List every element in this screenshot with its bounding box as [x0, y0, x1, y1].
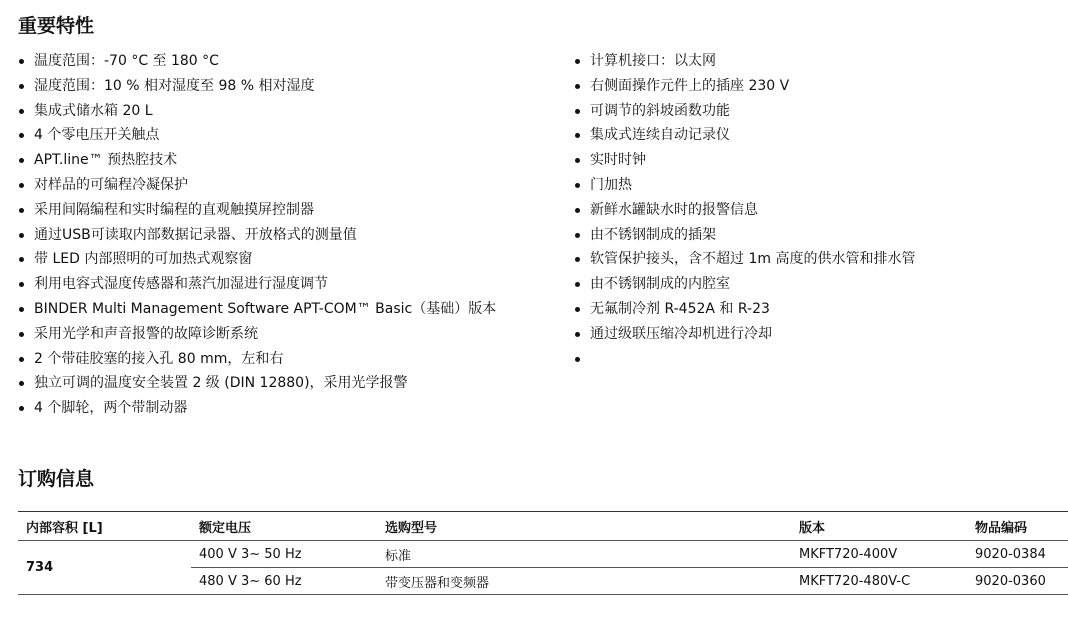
- table-row: [18, 541, 1068, 568]
- feature-item: 软管保护接头，含不超过 1m 高度的供水管和排水管: [574, 247, 1064, 272]
- header-volume: 内部容积 [L]: [18, 512, 191, 541]
- cell-volume: 734: [18, 541, 191, 595]
- ordering-heading: 订购信息: [18, 468, 95, 490]
- features-list-right: [574, 49, 1064, 371]
- feature-item: 集成式储水箱 20 L: [18, 99, 568, 124]
- feature-item: 2 个带硅胶塞的接入孔 80 mm，左和右: [18, 347, 568, 372]
- feature-item: 实时时钟: [574, 148, 1064, 173]
- feature-item: 由不锈钢制成的内腔室: [574, 272, 1064, 297]
- feature-item: 无氟制冷剂 R-452A 和 R-23: [574, 297, 1064, 322]
- feature-item: 对样品的可编程冷凝保护: [18, 173, 568, 198]
- cell-voltage: 400 V 3~ 50 Hz: [191, 541, 377, 568]
- feature-item: 通过级联压缩冷却机进行冷却: [574, 322, 1064, 347]
- feature-item: 采用光学和声音报警的故障诊断系统: [18, 322, 568, 347]
- feature-item: 右侧面操作元件上的插座 230 V: [574, 74, 1064, 99]
- feature-item: 带 LED 内部照明的可加热式观察窗: [18, 247, 568, 272]
- feature-item: 可调节的斜坡函数功能: [574, 99, 1064, 124]
- cell-code: 9020-0384: [967, 541, 1068, 568]
- feature-item: 由不锈钢制成的插架: [574, 223, 1064, 248]
- feature-item: 温度范围：-70 °C 至 180 °C: [18, 49, 568, 74]
- feature-item: 湿度范围：10 % 相对湿度至 98 % 相对湿度: [18, 74, 568, 99]
- ordering-table: [18, 511, 1068, 595]
- cell-option: 带变压器和变频器: [377, 568, 791, 595]
- feature-item: 4 个脚轮，两个带制动器: [18, 396, 568, 421]
- cell-code: 9020-0360: [967, 568, 1068, 595]
- feature-item: 新鲜水罐缺水时的报警信息: [574, 198, 1064, 223]
- feature-item: 4 个零电压开关触点: [18, 123, 568, 148]
- feature-item: BINDER Multi Management Software APT-COM™ Basic（基础）版本: [18, 297, 568, 322]
- feature-item: 集成式连续自动记录仪: [574, 123, 1064, 148]
- table-header-row: [18, 512, 1068, 541]
- cell-voltage: 480 V 3~ 60 Hz: [191, 568, 377, 595]
- cell-version: MKFT720-480V-C: [791, 568, 967, 595]
- feature-item: 利用电容式湿度传感器和蒸汽加湿进行湿度调节: [18, 272, 568, 297]
- feature-item: 门加热: [574, 173, 1064, 198]
- header-code: 物品编码: [967, 512, 1068, 541]
- feature-item: 采用间隔编程和实时编程的直观触摸屏控制器: [18, 198, 568, 223]
- cell-option: 标准: [377, 541, 791, 568]
- feature-item-empty: [574, 347, 1064, 372]
- feature-item: APT.line™ 预热腔技术: [18, 148, 568, 173]
- cell-version: MKFT720-400V: [791, 541, 967, 568]
- feature-item: 独立可调的温度安全装置 2 级 (DIN 12880)，采用光学报警: [18, 371, 568, 396]
- features-list-left: [18, 49, 568, 421]
- header-option: 选购型号: [377, 512, 791, 541]
- header-voltage: 额定电压: [191, 512, 377, 541]
- feature-item: 通过USB可读取内部数据记录器、开放格式的测量值: [18, 223, 568, 248]
- features-heading: 重要特性: [18, 15, 95, 37]
- feature-item: 计算机接口：以太网: [574, 49, 1064, 74]
- header-version: 版本: [791, 512, 967, 541]
